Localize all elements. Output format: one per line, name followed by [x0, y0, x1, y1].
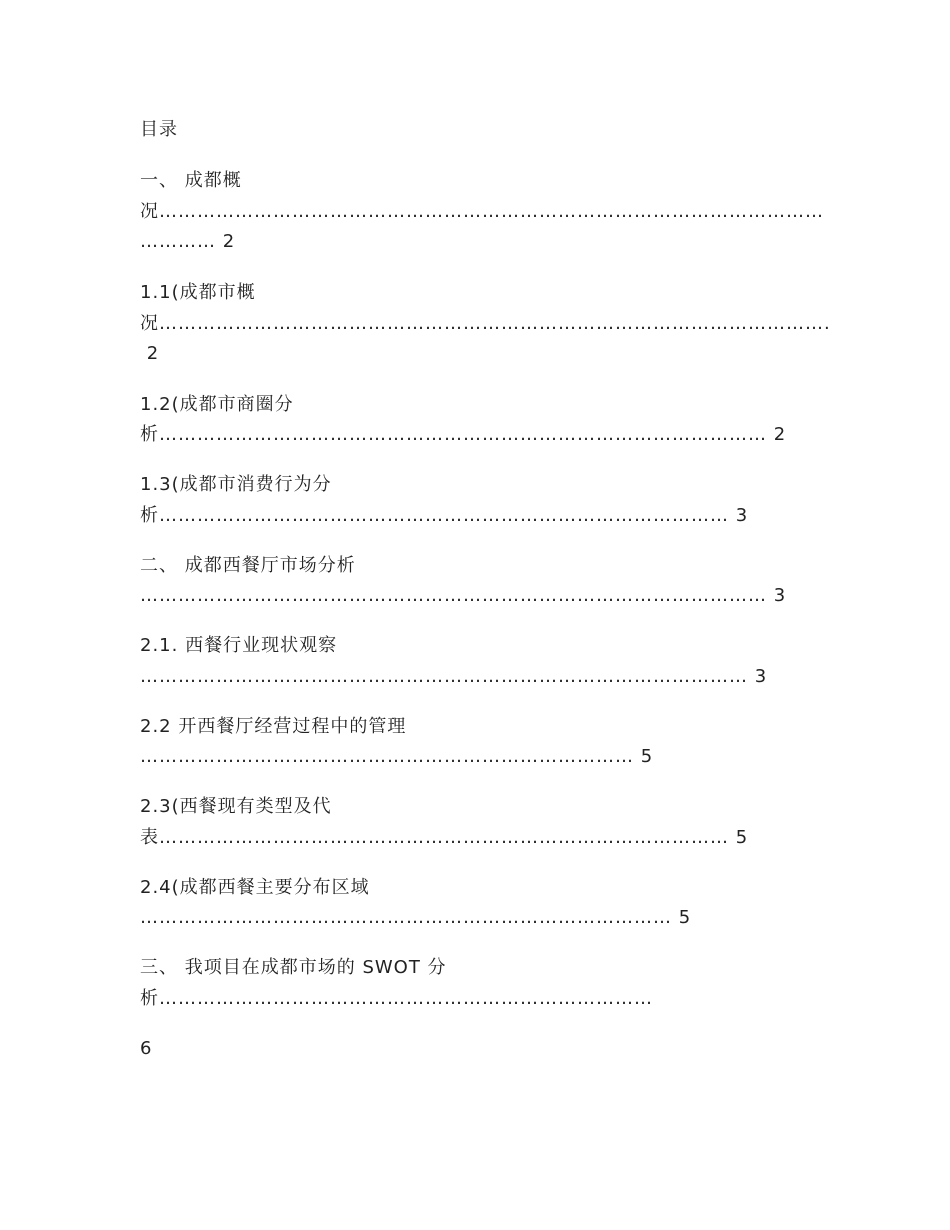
toc-entry-leader: 析…………………………………………………………………………………… 2	[140, 424, 787, 445]
toc-entry-heading[interactable]: 2.3(西餐现有类型及代	[140, 796, 332, 817]
toc-entry-heading[interactable]: 2.4(成都西餐主要分布区域	[140, 877, 370, 898]
toc-entry-heading[interactable]: 二、 成都西餐厅市场分析	[140, 555, 356, 576]
toc-entry-leader: ………………………………………………………………………… 5	[140, 907, 692, 928]
toc-entry-leader: 况…………………………………………………………………………………………….	[140, 313, 831, 334]
toc-entry-heading[interactable]: 2.1. 西餐行业现状观察	[140, 635, 338, 656]
toc-entry-leader: 析……………………………………………………………………………… 3	[140, 505, 749, 526]
toc-entry-leader: 况……………………………………………………………………………………………	[140, 201, 824, 222]
toc-title: 目录	[140, 119, 178, 140]
toc-entry-heading[interactable]: 2.2 开西餐厅经营过程中的管理	[140, 716, 407, 737]
toc-entry-leader: 表……………………………………………………………………………… 5	[140, 827, 749, 848]
toc-entry-page-number: ………… 2	[140, 231, 236, 252]
toc-entry-leader: …………………………………………………………………… 5	[140, 746, 654, 767]
toc-entry-heading[interactable]: 三、 我项目在成都市场的 SWOT 分	[140, 957, 447, 978]
toc-entry-heading[interactable]: 1.2(成都市商圈分	[140, 394, 294, 415]
toc-entry-page-number: 6	[140, 1038, 153, 1059]
toc-entry-leader: …………………………………………………………………………………… 3	[140, 666, 768, 687]
toc-entry-heading[interactable]: 1.3(成都市消费行为分	[140, 474, 332, 495]
toc-entry-heading[interactable]: 一、 成都概	[140, 170, 242, 191]
toc-entry-page-number: 2	[140, 343, 160, 364]
toc-entry-heading[interactable]: 1.1(成都市概	[140, 282, 256, 303]
toc-entry-leader: ……………………………………………………………………………………… 3	[140, 585, 787, 606]
toc-entry-leader: 析……………………………………………………………………	[140, 988, 653, 1009]
